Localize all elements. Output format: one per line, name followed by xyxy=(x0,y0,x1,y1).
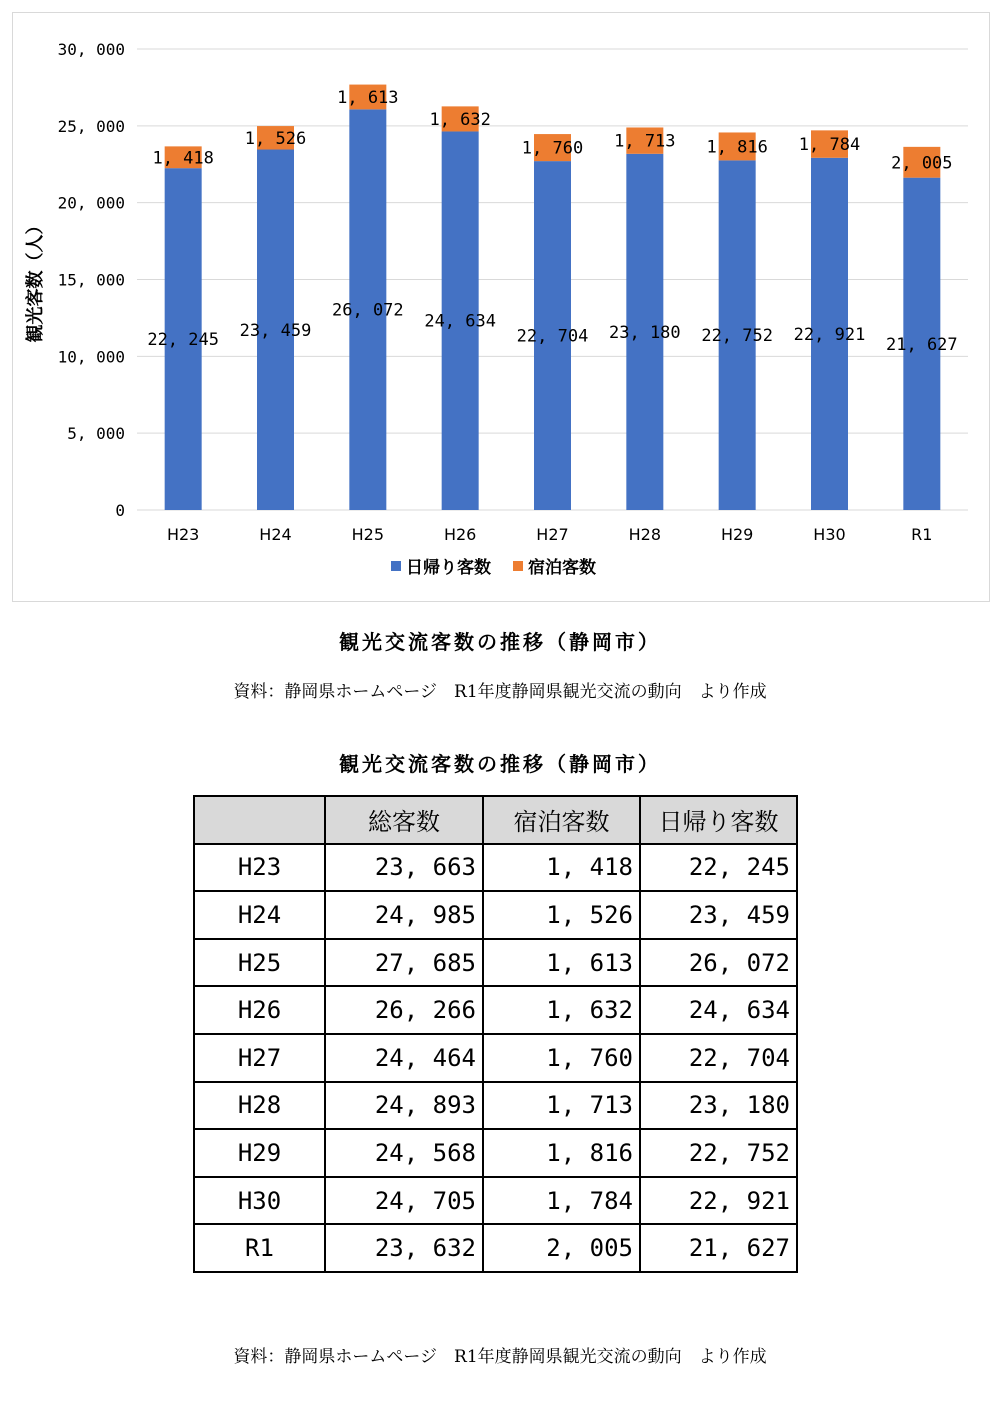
table-cell-year: H27 xyxy=(194,1034,325,1082)
table-cell-overnight: 1, 784 xyxy=(483,1177,640,1225)
table-row xyxy=(194,1129,797,1177)
y-tick-label: 25, 000 xyxy=(57,116,125,136)
data-label-overnight: 1, 632 xyxy=(429,109,491,130)
data-label-overnight: 1, 526 xyxy=(244,128,307,149)
table-cell-total: 23, 632 xyxy=(325,1224,483,1272)
legend-label-overnight: 宿泊客数 xyxy=(528,558,596,578)
data-label-overnight: 1, 418 xyxy=(152,148,214,169)
table-title: 観光交流客数の推移（静岡市） xyxy=(339,752,661,776)
x-tick-label: H29 xyxy=(720,525,754,544)
table-row xyxy=(194,1224,797,1272)
table-cell-total: 24, 985 xyxy=(325,891,483,939)
y-axis-label: 観光客数（人） xyxy=(25,216,46,343)
table-cell-total: 23, 663 xyxy=(325,844,483,892)
table-cell-daytrip: 22, 704 xyxy=(640,1034,797,1082)
table-row xyxy=(194,1082,797,1130)
chart-source-note: 資料：静岡県ホームページ R1年度静岡県観光交流の動向 より作成 xyxy=(233,682,767,702)
y-tick-label: 30, 000 xyxy=(57,40,125,59)
table-row xyxy=(194,844,797,892)
legend-label-daytrip: 日帰り客数 xyxy=(406,558,491,578)
data-label-daytrip: 24, 634 xyxy=(424,311,496,332)
table-cell-total: 27, 685 xyxy=(325,939,483,987)
table-header-overnight: 宿泊客数 xyxy=(483,796,640,844)
table-header-row xyxy=(194,796,797,844)
table-cell-daytrip: 22, 752 xyxy=(640,1129,797,1177)
table-cell-overnight: 1, 613 xyxy=(483,939,640,987)
table-cell-daytrip: 26, 072 xyxy=(640,939,797,987)
data-label-overnight: 1, 784 xyxy=(798,135,861,156)
table-cell-year: H26 xyxy=(194,986,325,1034)
x-tick-label: H25 xyxy=(351,525,385,544)
table-row xyxy=(194,986,797,1034)
table-row xyxy=(194,939,797,987)
x-tick-label: R1 xyxy=(911,525,933,544)
table-cell-total: 24, 893 xyxy=(325,1082,483,1130)
data-label-overnight: 1, 816 xyxy=(706,137,768,158)
table-cell-overnight: 1, 713 xyxy=(483,1082,640,1130)
data-label-overnight: 1, 760 xyxy=(521,138,584,159)
table-cell-overnight: 2, 005 xyxy=(483,1224,640,1272)
data-label-daytrip: 21, 627 xyxy=(886,334,958,355)
data-label-overnight: 1, 713 xyxy=(614,131,676,152)
data-label-daytrip: 22, 704 xyxy=(516,326,589,347)
x-tick-label: H30 xyxy=(813,525,846,544)
x-tick-label: H26 xyxy=(443,525,477,544)
table-cell-year: H30 xyxy=(194,1177,325,1225)
table-cell-daytrip: 22, 245 xyxy=(640,844,797,892)
table-cell-overnight: 1, 526 xyxy=(483,891,640,939)
table-cell-daytrip: 22, 921 xyxy=(640,1177,797,1225)
table-header-daytrip: 日帰り客数 xyxy=(640,796,797,844)
table-cell-year: H24 xyxy=(194,891,325,939)
table-row xyxy=(194,891,797,939)
data-label-daytrip: 23, 459 xyxy=(239,320,312,341)
table-cell-daytrip: 23, 459 xyxy=(640,891,797,939)
table-row xyxy=(194,1034,797,1082)
table-cell-total: 24, 705 xyxy=(325,1177,483,1225)
data-label-daytrip: 22, 752 xyxy=(701,326,773,347)
table-cell-total: 26, 266 xyxy=(325,986,483,1034)
legend-swatch-overnight xyxy=(513,561,523,571)
table-source-note: 資料：静岡県ホームページ R1年度静岡県観光交流の動向 より作成 xyxy=(233,1347,767,1367)
y-tick-label: 20, 000 xyxy=(57,193,125,213)
table-cell-total: 24, 568 xyxy=(325,1129,483,1177)
table-cell-year: H29 xyxy=(194,1129,325,1177)
table-cell-year: H23 xyxy=(194,844,325,892)
y-tick-label: 5, 000 xyxy=(67,424,125,444)
chart-caption: 観光交流客数の推移（静岡市） xyxy=(339,630,661,654)
x-tick-label: H23 xyxy=(166,525,200,544)
data-label-daytrip: 22, 921 xyxy=(793,324,866,345)
x-tick-label: H24 xyxy=(259,525,292,544)
table-cell-overnight: 1, 760 xyxy=(483,1034,640,1082)
data-label-daytrip: 26, 072 xyxy=(332,300,404,321)
table-header-total: 総客数 xyxy=(325,796,483,844)
x-tick-label: H27 xyxy=(536,525,569,544)
table-cell-year: H25 xyxy=(194,939,325,987)
table-cell-overnight: 1, 632 xyxy=(483,986,640,1034)
table-cell-year: R1 xyxy=(194,1224,325,1272)
data-label-daytrip: 22, 245 xyxy=(147,330,219,351)
table-header-blank xyxy=(194,796,325,844)
data-label-daytrip: 23, 180 xyxy=(609,322,681,343)
table-cell-overnight: 1, 816 xyxy=(483,1129,640,1177)
y-tick-label: 15, 000 xyxy=(57,270,125,290)
stacked-bar-chart xyxy=(13,13,991,603)
x-tick-label: H28 xyxy=(628,525,662,544)
legend-swatch-daytrip xyxy=(391,561,401,571)
table-cell-overnight: 1, 418 xyxy=(483,844,640,892)
chart-frame xyxy=(12,12,990,602)
table-cell-total: 24, 464 xyxy=(325,1034,483,1082)
data-table xyxy=(193,795,798,1273)
y-tick-label: 0 xyxy=(115,501,125,520)
y-tick-label: 10, 000 xyxy=(57,347,125,367)
table-row xyxy=(194,1177,797,1225)
table-cell-daytrip: 24, 634 xyxy=(640,986,797,1034)
data-label-overnight: 1, 613 xyxy=(337,87,399,108)
data-label-overnight: 2, 005 xyxy=(891,153,953,174)
table-cell-daytrip: 21, 627 xyxy=(640,1224,797,1272)
table-cell-year: H28 xyxy=(194,1082,325,1130)
table-cell-daytrip: 23, 180 xyxy=(640,1082,797,1130)
